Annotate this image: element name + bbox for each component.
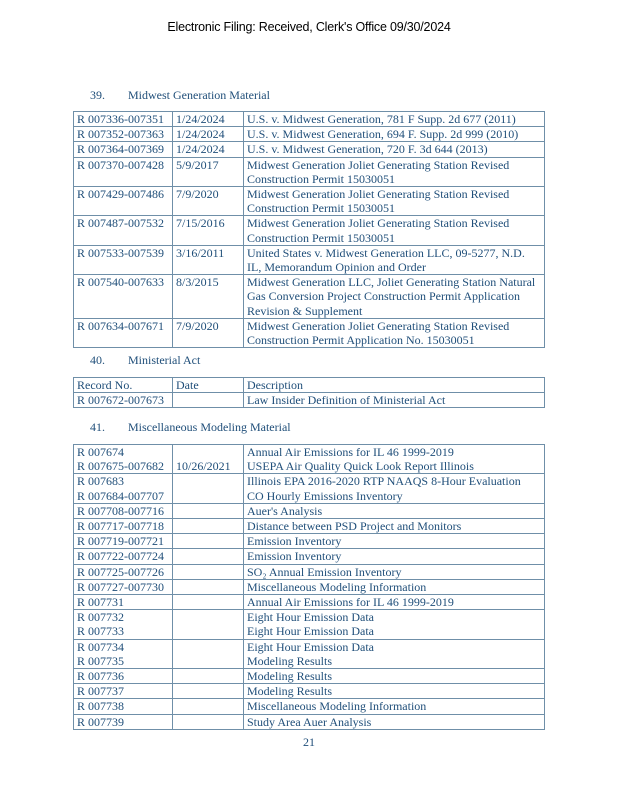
date-cell	[173, 610, 244, 639]
date-cell	[173, 549, 244, 564]
record-cell: R 007738	[74, 699, 173, 714]
section-title: Miscellaneous Modeling Material	[128, 420, 291, 434]
description-cell: Midwest Generation LLC, Joliet Generating Station Natural Gas Conversion Project Construction Permit Application Revision & Supplement	[244, 275, 545, 319]
record-cell: R 007352-007363	[74, 127, 173, 142]
description-cell: United States v. Midwest Generation LLC, 09-5277, N.D. IL, Memorandum Opinion and Order	[244, 245, 545, 274]
table-row	[74, 595, 545, 610]
date-cell	[173, 503, 244, 518]
date-cell	[173, 684, 244, 699]
description-cell: Modeling Results	[244, 684, 545, 699]
date-cell: 7/15/2016	[173, 216, 244, 245]
description-cell: Annual Air Emissions for IL 46 1999-2019 USEPA Air Quality Quick Look Report Illinois	[244, 445, 545, 474]
record-cell: R 007674 R 007675-007682	[74, 445, 173, 474]
section-number: 41.	[90, 420, 105, 434]
description-cell: Distance between PSD Project and Monitors	[244, 519, 545, 534]
table-row	[74, 534, 545, 549]
record-cell: R 007725-007726	[74, 564, 173, 579]
record-cell: R 007722-007724	[74, 549, 173, 564]
date-cell	[173, 534, 244, 549]
description-cell: Midwest Generation Joliet Generating Station Revised Construction Permit Application No. 15030051	[244, 318, 545, 347]
date-cell	[173, 393, 244, 408]
table-row	[74, 142, 545, 157]
date-cell: 7/9/2020	[173, 187, 244, 216]
record-cell: R 007736	[74, 669, 173, 684]
table-row	[74, 318, 545, 347]
record-cell: R 007734 R 007735	[74, 639, 173, 668]
description-cell: Law Insider Definition of Ministerial Act	[244, 393, 545, 408]
filing-stamp-header: Electronic Filing: Received, Clerk's Office 09/30/2024	[167, 20, 451, 34]
table-row	[74, 393, 545, 408]
record-cell: R 007487-007532	[74, 216, 173, 245]
description-cell: Illinois EPA 2016-2020 RTP NAAQS 8-Hour Evaluation CO Hourly Emissions Inventory	[244, 474, 545, 503]
description-cell: Midwest Generation Joliet Generating Station Revised Construction Permit 15030051	[244, 157, 545, 186]
description-cell: Eight Hour Emission Data Modeling Results	[244, 639, 545, 668]
table-row	[74, 275, 545, 319]
date-cell	[173, 579, 244, 594]
table-row	[74, 474, 545, 503]
date-cell: 1/24/2024	[173, 142, 244, 157]
description-cell: Eight Hour Emission Data Eight Hour Emission Data	[244, 610, 545, 639]
record-cell: R 007727-007730	[74, 579, 173, 594]
description-header: Description	[244, 378, 545, 393]
record-cell: R 007739	[74, 714, 173, 729]
description-cell: Modeling Results	[244, 669, 545, 684]
description-cell: Midwest Generation Joliet Generating Station Revised Construction Permit 15030051	[244, 216, 545, 245]
table-row	[74, 684, 545, 699]
description-cell: Annual Air Emissions for IL 46 1999-2019	[244, 595, 545, 610]
table-row	[74, 112, 545, 127]
description-cell: Miscellaneous Modeling Information	[244, 579, 545, 594]
table-row	[74, 245, 545, 274]
table-row	[74, 579, 545, 594]
record-cell: R 007364-007369	[74, 142, 173, 157]
table-row	[74, 699, 545, 714]
date-cell	[173, 474, 244, 503]
page-number: 21	[303, 735, 315, 749]
table-row	[74, 549, 545, 564]
description-cell: U.S. v. Midwest Generation, 694 F. Supp. 2d 999 (2010)	[244, 127, 545, 142]
table-row	[74, 639, 545, 668]
date-cell	[173, 519, 244, 534]
modeling-material-table	[73, 444, 545, 730]
date-cell	[173, 639, 244, 668]
section-40-heading	[90, 353, 200, 368]
description-cell: Emission Inventory	[244, 549, 545, 564]
date-cell: 1/24/2024	[173, 112, 244, 127]
date-cell	[173, 595, 244, 610]
section-number: 40.	[90, 353, 105, 367]
table-row	[74, 216, 545, 245]
date-cell: 1/24/2024	[173, 127, 244, 142]
record-cell: R 007370-007428	[74, 157, 173, 186]
description-cell: Auer's Analysis	[244, 503, 545, 518]
date-cell: 3/16/2011	[173, 245, 244, 274]
table-row	[74, 714, 545, 729]
date-cell: 5/9/2017	[173, 157, 244, 186]
record-cell: R 007737	[74, 684, 173, 699]
description-cell: U.S. v. Midwest Generation, 781 F Supp. 2d 677 (2011)	[244, 112, 545, 127]
section-number: 39.	[90, 88, 105, 102]
date-header: Date	[173, 378, 244, 393]
record-cell: R 007672-007673	[74, 393, 173, 408]
date-cell: 8/3/2015	[173, 275, 244, 319]
table-row	[74, 157, 545, 186]
table-row	[74, 187, 545, 216]
description-cell: Midwest Generation Joliet Generating Station Revised Construction Permit 15030051	[244, 187, 545, 216]
description-cell: Miscellaneous Modeling Information	[244, 699, 545, 714]
date-cell: 10/26/2021	[173, 445, 244, 474]
record-cell: R 007336-007351	[74, 112, 173, 127]
date-cell: 7/9/2020	[173, 318, 244, 347]
description-cell: SO₂ Annual Emission Inventory	[244, 564, 545, 579]
table-row	[74, 519, 545, 534]
ministerial-act-table	[73, 377, 545, 408]
record-cell: R 007708-007716	[74, 503, 173, 518]
section-title: Ministerial Act	[128, 353, 201, 367]
midwest-generation-table	[73, 111, 545, 348]
date-cell	[173, 669, 244, 684]
table-row	[74, 445, 545, 474]
table-row	[74, 127, 545, 142]
record-cell: R 007540-007633	[74, 275, 173, 319]
description-cell: Study Area Auer Analysis	[244, 714, 545, 729]
section-39-heading	[90, 88, 270, 103]
record-cell: R 007732 R 007733	[74, 610, 173, 639]
record-cell: R 007533-007539	[74, 245, 173, 274]
record-cell: R 007429-007486	[74, 187, 173, 216]
table-row	[74, 503, 545, 518]
record-cell: R 007731	[74, 595, 173, 610]
table-header-row	[74, 378, 545, 393]
record-cell: R 007719-007721	[74, 534, 173, 549]
record-cell: R 007717-007718	[74, 519, 173, 534]
record-no-header: Record No.	[74, 378, 173, 393]
section-title: Midwest Generation Material	[128, 88, 270, 102]
date-cell	[173, 699, 244, 714]
table-row	[74, 610, 545, 639]
record-cell: R 007634-007671	[74, 318, 173, 347]
description-cell: U.S. v. Midwest Generation, 720 F. 3d 644 (2013)	[244, 142, 545, 157]
record-cell: R 007683 R 007684-007707	[74, 474, 173, 503]
description-cell: Emission Inventory	[244, 534, 545, 549]
table-row	[74, 669, 545, 684]
date-cell	[173, 714, 244, 729]
section-41-heading	[90, 420, 291, 435]
table-row	[74, 564, 545, 579]
date-cell	[173, 564, 244, 579]
